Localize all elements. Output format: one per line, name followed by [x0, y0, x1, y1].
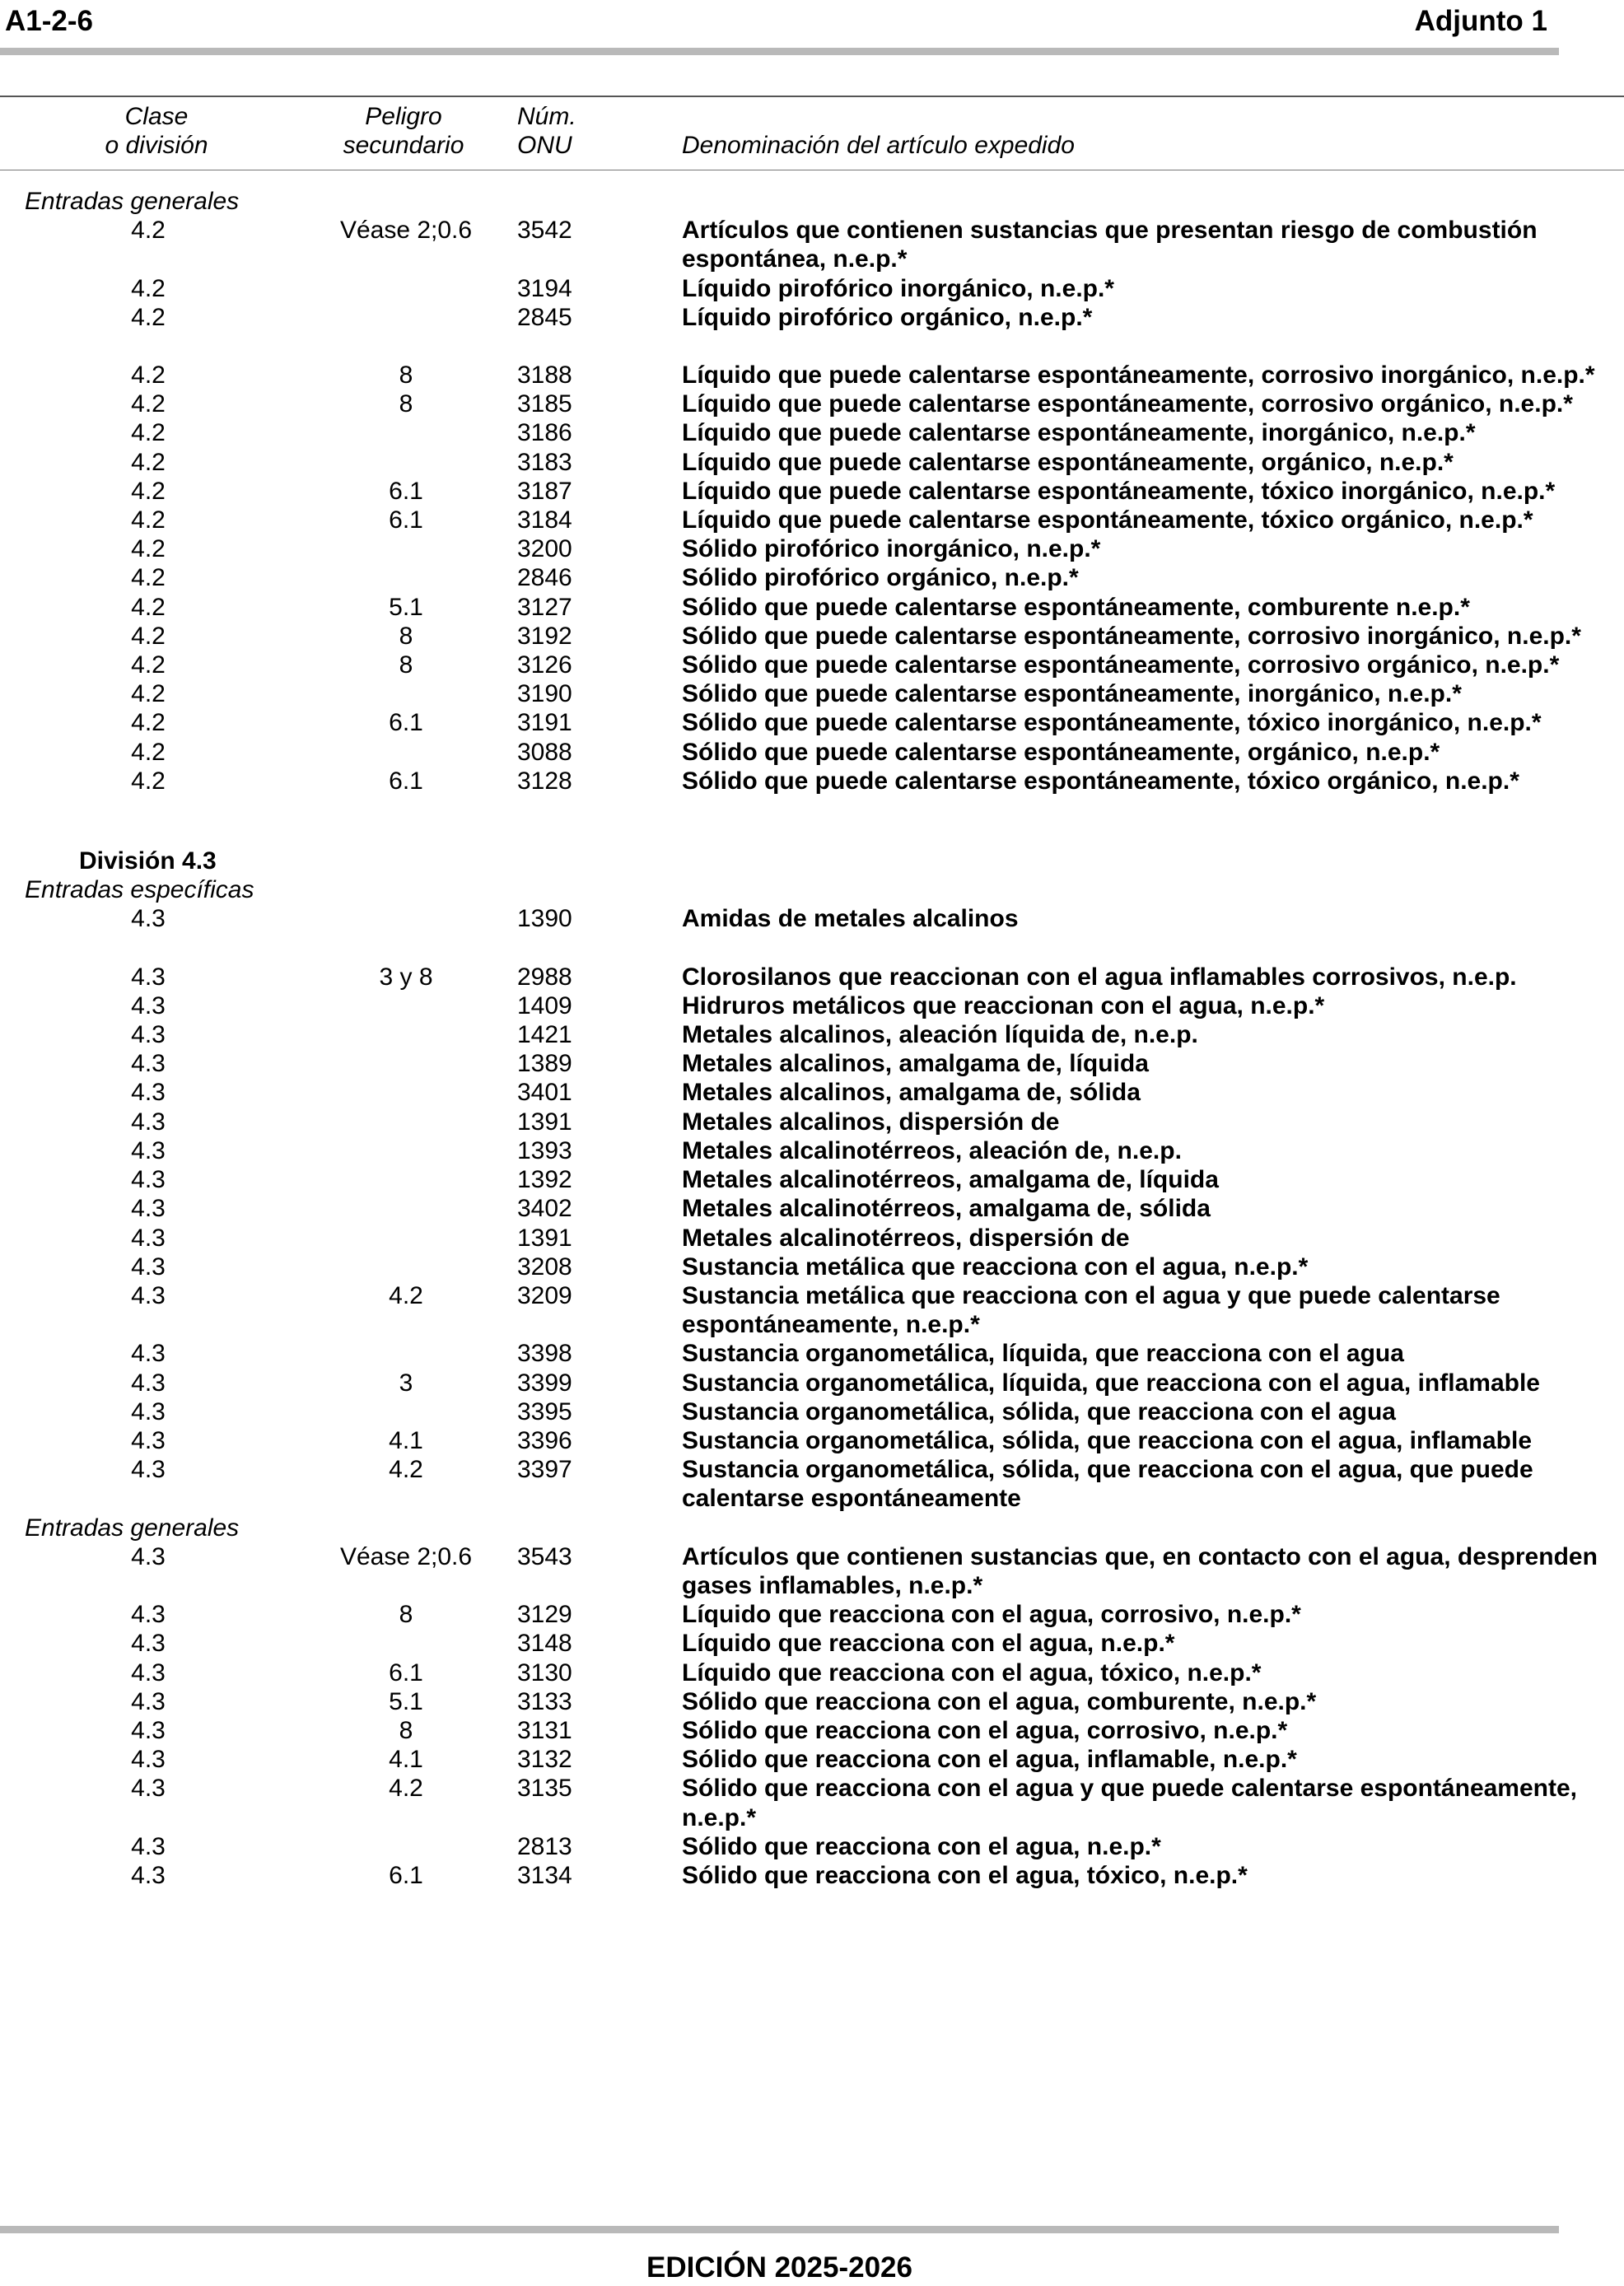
un-number-cell: 3187: [517, 477, 572, 505]
column-header-num-onu: Núm. ONU: [517, 103, 576, 159]
un-number-cell: 3134: [517, 1861, 572, 1889]
table-row: [0, 963, 1624, 991]
clase-cell: 4.3: [131, 1775, 166, 1803]
shipping-name-cell: Metales alcalinos, dispersión de: [682, 1108, 1060, 1136]
table-row: [0, 506, 1624, 534]
table-row: [0, 679, 1624, 708]
un-number-cell: 3395: [517, 1397, 572, 1425]
table-row: [0, 361, 1624, 390]
clase-cell: 4.2: [131, 217, 166, 245]
shipping-name-cell: Líquido pirofórico inorgánico, n.e.p.*: [682, 274, 1114, 302]
clase-cell: 4.3: [131, 1832, 166, 1860]
clase-cell: 4.3: [131, 1079, 166, 1107]
shipping-name-cell: Líquido que puede calentarse espontáneamente, tóxico orgánico, n.e.p.*: [682, 506, 1533, 534]
shipping-name-cell: Líquido que puede calentarse espontáneamente, orgánico, n.e.p.*: [682, 448, 1454, 476]
clase-cell: 4.3: [131, 1630, 166, 1658]
clase-cell: 4.3: [131, 1601, 166, 1629]
shipping-name-cell: Sólido que puede calentarse espontáneamente, inorgánico, n.e.p.*: [682, 680, 1462, 708]
clase-cell: 4.2: [131, 448, 166, 476]
un-number-cell: 3186: [517, 419, 572, 447]
attachment-label: Adjunto 1: [1414, 5, 1547, 37]
shipping-name-cell: Sustancia metálica que reacciona con el agua y que puede calentarse espontáneamente, n.e.p.*: [682, 1281, 1500, 1339]
clase-cell: 4.3: [131, 1716, 166, 1744]
shipping-name-cell: Sustancia organometálica, sólida, que reacciona con el agua: [682, 1397, 1396, 1425]
peligro-cell: 6.1: [389, 506, 423, 534]
un-number-cell: 2813: [517, 1832, 572, 1860]
subsection-label: Entradas generales: [25, 188, 240, 215]
peligro-cell: 6.1: [389, 1659, 423, 1687]
table-row: [0, 1194, 1624, 1223]
clase-cell: 4.2: [131, 767, 166, 795]
shipping-name-cell: Sólido pirofórico inorgánico, n.e.p.*: [682, 535, 1101, 563]
peligro-cell: 8: [399, 390, 413, 418]
un-number-cell: 3192: [517, 622, 572, 650]
table-row: [0, 477, 1624, 506]
peligro-cell: 5.1: [389, 593, 423, 621]
table-row: [0, 390, 1624, 418]
table-row: [0, 1629, 1624, 1658]
un-number-cell: 1391: [517, 1108, 572, 1136]
un-number-cell: 3399: [517, 1369, 572, 1397]
table-row: [0, 274, 1624, 303]
shipping-name-cell: Líquido que puede calentarse espontáneamente, tóxico inorgánico, n.e.p.*: [682, 477, 1556, 505]
peligro-cell: 6.1: [389, 1861, 423, 1889]
un-number-cell: 3131: [517, 1716, 572, 1744]
clase-cell: 4.3: [131, 1861, 166, 1889]
subsection-label: Entradas específicas: [25, 876, 254, 904]
peligro-cell: 4.2: [389, 1456, 423, 1484]
table-row: [0, 1542, 1624, 1600]
table-row: [0, 1136, 1624, 1165]
clase-cell: 4.2: [131, 535, 166, 563]
page-code: A1-2-6: [5, 5, 93, 37]
un-number-cell: 3126: [517, 651, 572, 679]
shipping-name-cell: Sólido que puede calentarse espontáneamente, tóxico orgánico, n.e.p.*: [682, 767, 1519, 795]
clase-cell: 4.3: [131, 1397, 166, 1425]
clase-cell: 4.3: [131, 1108, 166, 1136]
peligro-cell: 8: [399, 1601, 413, 1629]
peligro-cell: 5.1: [389, 1687, 423, 1715]
column-header-denominacion: Denominación del artículo expedido: [682, 132, 1075, 159]
shipping-name-cell: Sólido que puede calentarse espontáneamente, corrosivo inorgánico, n.e.p.*: [682, 622, 1581, 650]
shipping-name-cell: Líquido que puede calentarse espontáneamente, corrosivo orgánico, n.e.p.*: [682, 390, 1573, 418]
un-number-cell: 3398: [517, 1340, 572, 1368]
clase-cell: 4.2: [131, 419, 166, 447]
un-number-cell: 2846: [517, 564, 572, 592]
clase-cell: 4.2: [131, 709, 166, 737]
clase-cell: 4.3: [131, 1224, 166, 1252]
shipping-name-cell: Artículos que contienen sustancias que, en contacto con el agua, desprenden gases inflamables, n.e.p.*: [682, 1542, 1598, 1599]
un-number-cell: 1393: [517, 1136, 572, 1164]
un-number-cell: 3402: [517, 1195, 572, 1223]
table-row: [0, 1049, 1624, 1078]
shipping-name-cell: Líquido que puede calentarse espontáneamente, corrosivo inorgánico, n.e.p.*: [682, 362, 1595, 390]
clase-cell: 4.3: [131, 1746, 166, 1774]
shipping-name-cell: Sólido que reacciona con el agua, n.e.p.*: [682, 1832, 1161, 1860]
un-number-cell: 1421: [517, 1021, 572, 1049]
subsection-label: Entradas generales: [25, 1514, 240, 1542]
table-row: [0, 1455, 1624, 1513]
shipping-name-cell: Líquido pirofórico orgánico, n.e.p.*: [682, 303, 1093, 331]
column-header-clase: Clase o división: [105, 103, 208, 159]
peligro-cell: 4.1: [389, 1426, 423, 1454]
table-row: [0, 1745, 1624, 1774]
peligro-cell: 6.1: [389, 477, 423, 505]
row-spacer: [0, 934, 1624, 963]
table-row: [0, 593, 1624, 622]
clase-cell: 4.3: [131, 1050, 166, 1078]
shipping-name-cell: Líquido que reacciona con el agua, corrosivo, n.e.p.*: [682, 1601, 1301, 1629]
peligro-cell: 8: [399, 362, 413, 390]
clase-cell: 4.3: [131, 1195, 166, 1223]
peligro-cell: 8: [399, 651, 413, 679]
shipping-name-cell: Sólido que puede calentarse espontáneamente, orgánico, n.e.p.*: [682, 738, 1440, 766]
table-row: [0, 991, 1624, 1020]
un-number-cell: 3129: [517, 1601, 572, 1629]
table-row: [0, 1108, 1624, 1136]
clase-cell: 4.2: [131, 362, 166, 390]
shipping-name-cell: Sustancia organometálica, sólida, que reacciona con el agua, inflamable: [682, 1426, 1532, 1454]
shipping-name-cell: Líquido que puede calentarse espontáneamente, inorgánico, n.e.p.*: [682, 419, 1476, 447]
table-row: [0, 738, 1624, 767]
clase-cell: 4.2: [131, 680, 166, 708]
un-number-cell: 3542: [517, 217, 572, 245]
un-number-cell: 3191: [517, 709, 572, 737]
table-row: [0, 708, 1624, 737]
header-rule: [0, 48, 1559, 55]
clase-cell: 4.2: [131, 477, 166, 505]
un-number-cell: 3209: [517, 1281, 572, 1309]
clase-cell: 4.3: [131, 1369, 166, 1397]
clase-cell: 4.2: [131, 622, 166, 650]
peligro-cell: 4.1: [389, 1746, 423, 1774]
shipping-name-cell: Líquido que reacciona con el agua, n.e.p.*: [682, 1630, 1175, 1658]
un-number-cell: 3184: [517, 506, 572, 534]
peligro-cell: 8: [399, 1716, 413, 1744]
shipping-name-cell: Líquido que reacciona con el agua, tóxico, n.e.p.*: [682, 1659, 1262, 1687]
shipping-name-cell: Metales alcalinos, amalgama de, sólida: [682, 1079, 1141, 1107]
shipping-name-cell: Sólido que puede calentarse espontáneamente, corrosivo orgánico, n.e.p.*: [682, 651, 1560, 679]
table-row: [0, 1687, 1624, 1716]
shipping-name-cell: Metales alcalinotérreos, dispersión de: [682, 1224, 1130, 1252]
un-number-cell: 1391: [517, 1224, 572, 1252]
table-row: [0, 563, 1624, 592]
table-row: [0, 904, 1624, 933]
shipping-name-cell: Amidas de metales alcalinos: [682, 905, 1019, 933]
table-row: [0, 1020, 1624, 1049]
clase-cell: 4.3: [131, 905, 166, 933]
clase-cell: 4.3: [131, 963, 166, 991]
shipping-name-cell: Metales alcalinos, aleación líquida de, n.e.p.: [682, 1021, 1198, 1049]
un-number-cell: 3543: [517, 1542, 572, 1570]
peligro-cell: 3 y 8: [379, 963, 433, 991]
shipping-name-cell: Sólido que puede calentarse espontáneamente, comburente n.e.p.*: [682, 593, 1470, 621]
table-row: [0, 1774, 1624, 1831]
shipping-name-cell: Sólido que reacciona con el agua, comburente, n.e.p.*: [682, 1687, 1317, 1715]
clase-cell: 4.2: [131, 506, 166, 534]
table-row: [0, 1861, 1624, 1890]
clase-cell: 4.3: [131, 1542, 166, 1570]
clase-cell: 4.3: [131, 1021, 166, 1049]
table-top-rule: [0, 96, 1624, 97]
table-row: [0, 622, 1624, 651]
division-heading: División 4.3: [79, 847, 217, 875]
un-number-cell: 3188: [517, 362, 572, 390]
table-row: [0, 1659, 1624, 1687]
un-number-cell: 2845: [517, 303, 572, 331]
edition-footer: EDICIÓN 2025-2026: [646, 2251, 912, 2284]
clase-cell: 4.2: [131, 651, 166, 679]
table-row: [0, 1281, 1624, 1339]
shipping-name-cell: Sustancia organometálica, líquida, que reacciona con el agua: [682, 1340, 1404, 1368]
shipping-name-cell: Metales alcalinotérreos, amalgama de, sólida: [682, 1195, 1211, 1223]
un-number-cell: 3401: [517, 1079, 572, 1107]
clase-cell: 4.3: [131, 991, 166, 1019]
clase-cell: 4.3: [131, 1281, 166, 1309]
un-number-cell: 3208: [517, 1253, 572, 1281]
un-number-cell: 1392: [517, 1166, 572, 1194]
table-row: [0, 534, 1624, 563]
table-row: [0, 1253, 1624, 1281]
un-number-cell: 3194: [517, 274, 572, 302]
un-number-cell: 2988: [517, 963, 572, 991]
shipping-name-cell: Metales alcalinos, amalgama de, líquida: [682, 1050, 1149, 1078]
dangerous-goods-table: [0, 187, 1624, 1890]
un-number-cell: 3148: [517, 1630, 572, 1658]
un-number-cell: 3135: [517, 1775, 572, 1803]
shipping-name-cell: Metales alcalinotérreos, aleación de, n.e.p.: [682, 1136, 1182, 1164]
shipping-name-cell: Sustancia metálica que reacciona con el agua, n.e.p.*: [682, 1253, 1309, 1281]
un-number-cell: 1390: [517, 905, 572, 933]
peligro-cell: 4.2: [389, 1281, 423, 1309]
peligro-cell: 6.1: [389, 709, 423, 737]
shipping-name-cell: Sólido que reacciona con el agua, inflamable, n.e.p.*: [682, 1746, 1297, 1774]
table-row: [0, 1716, 1624, 1745]
shipping-name-cell: Artículos que contienen sustancias que presentan riesgo de combustión espontánea, n.e.p.*: [682, 217, 1538, 273]
peligro-cell: Véase 2;0.6: [339, 1542, 473, 1570]
clase-cell: 4.2: [131, 564, 166, 592]
table-row: [0, 1224, 1624, 1253]
clase-cell: 4.3: [131, 1340, 166, 1368]
clase-cell: 4.2: [131, 593, 166, 621]
clase-cell: 4.3: [131, 1687, 166, 1715]
clase-cell: 4.3: [131, 1659, 166, 1687]
peligro-cell: 4.2: [389, 1775, 423, 1803]
clase-cell: 4.3: [131, 1426, 166, 1454]
clase-cell: 4.3: [131, 1456, 166, 1484]
peligro-cell: 3: [399, 1369, 413, 1397]
table-row: [0, 418, 1624, 447]
un-number-cell: 1389: [517, 1050, 572, 1078]
un-number-cell: 3183: [517, 448, 572, 476]
clase-cell: 4.2: [131, 303, 166, 331]
table-row: [0, 1832, 1624, 1861]
un-number-cell: 3397: [517, 1456, 572, 1484]
peligro-cell: Véase 2;0.6: [339, 217, 473, 245]
un-number-cell: 3128: [517, 767, 572, 795]
column-header-peligro: Peligro secundario: [343, 103, 464, 159]
table-row: [0, 1369, 1624, 1397]
row-spacer: [0, 332, 1624, 361]
shipping-name-cell: Sólido que reacciona con el agua, corrosivo, n.e.p.*: [682, 1716, 1288, 1744]
table-row: [0, 1078, 1624, 1107]
peligro-cell: 6.1: [389, 767, 423, 795]
clase-cell: 4.2: [131, 274, 166, 302]
table-row: [0, 1600, 1624, 1629]
un-number-cell: 1409: [517, 991, 572, 1019]
un-number-cell: 3200: [517, 535, 572, 563]
table-row: [0, 448, 1624, 477]
section-spacer: [0, 795, 1624, 847]
footer-rule: [0, 2226, 1559, 2233]
shipping-name-cell: Sólido pirofórico orgánico, n.e.p.*: [682, 564, 1079, 592]
shipping-name-cell: Sustancia organometálica, líquida, que reacciona con el agua, inflamable: [682, 1369, 1540, 1397]
table-row: [0, 1339, 1624, 1368]
clase-cell: 4.2: [131, 738, 166, 766]
table-row: [0, 1397, 1624, 1426]
un-number-cell: 3127: [517, 593, 572, 621]
shipping-name-cell: Sólido que reacciona con el agua y que puede calentarse espontáneamente, n.e.p.*: [682, 1775, 1578, 1831]
shipping-name-cell: Hidruros metálicos que reaccionan con el agua, n.e.p.*: [682, 991, 1325, 1019]
un-number-cell: 3396: [517, 1426, 572, 1454]
shipping-name-cell: Sólido que reacciona con el agua, tóxico, n.e.p.*: [682, 1861, 1248, 1889]
clase-cell: 4.3: [131, 1166, 166, 1194]
clase-cell: 4.3: [131, 1253, 166, 1281]
table-row: [0, 1426, 1624, 1455]
clase-cell: 4.3: [131, 1136, 166, 1164]
peligro-cell: 8: [399, 622, 413, 650]
shipping-name-cell: Sólido que puede calentarse espontáneamente, tóxico inorgánico, n.e.p.*: [682, 709, 1542, 737]
table-row: [0, 767, 1624, 795]
shipping-name-cell: Clorosilanos que reaccionan con el agua inflamables corrosivos, n.e.p.: [682, 963, 1517, 991]
un-number-cell: 3133: [517, 1687, 572, 1715]
un-number-cell: 3132: [517, 1746, 572, 1774]
shipping-name-cell: Sustancia organometálica, sólida, que reacciona con el agua, que puede calentarse espontáneamente: [682, 1456, 1533, 1513]
table-row: [0, 216, 1624, 273]
table-row: [0, 303, 1624, 332]
table-row: [0, 1165, 1624, 1194]
clase-cell: 4.2: [131, 390, 166, 418]
table-row: [0, 651, 1624, 679]
un-number-cell: 3130: [517, 1659, 572, 1687]
un-number-cell: 3185: [517, 390, 572, 418]
un-number-cell: 3190: [517, 680, 572, 708]
un-number-cell: 3088: [517, 738, 572, 766]
shipping-name-cell: Metales alcalinotérreos, amalgama de, líquida: [682, 1166, 1219, 1194]
